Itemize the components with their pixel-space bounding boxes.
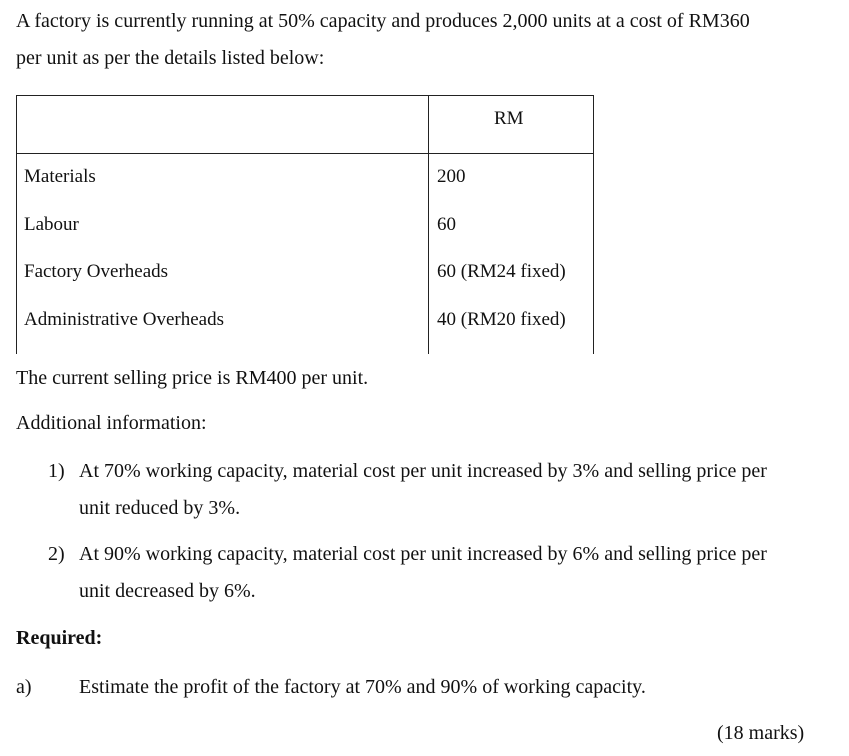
list-item-line-1: At 90% working capacity, material cost per unit increased by 6% and selling price per xyxy=(79,543,767,565)
table-top-border xyxy=(16,95,594,96)
table-row-label: Materials xyxy=(24,166,96,187)
intro-line-2: per unit as per the details listed below: xyxy=(16,47,325,69)
table-row-value: 60 xyxy=(437,214,456,235)
list-item-line-1: At 70% working capacity, material cost per unit increased by 3% and selling price per xyxy=(79,460,767,482)
selling-price-text: The current selling price is RM400 per unit. xyxy=(16,367,369,389)
table-header-rm: RM xyxy=(494,108,524,129)
table-column-divider xyxy=(428,95,429,354)
table-left-border xyxy=(16,95,17,354)
marks-text: (18 marks) xyxy=(717,722,805,744)
table-row-label: Administrative Overheads xyxy=(24,309,224,330)
intro-line-1: A factory is currently running at 50% capacity and produces 2,000 units at a cost of RM360 xyxy=(16,10,750,32)
table-right-border xyxy=(593,95,594,354)
list-item-line-2: unit reduced by 3%. xyxy=(79,497,241,519)
table-row-value: 60 (RM24 fixed) xyxy=(437,261,566,282)
list-item-number: 1) xyxy=(48,460,65,482)
table-row-label: Labour xyxy=(24,214,79,235)
table-row-value: 40 (RM20 fixed) xyxy=(437,309,566,330)
required-heading: Required: xyxy=(16,627,103,649)
additional-info-heading: Additional information: xyxy=(16,412,207,434)
question-label: a) xyxy=(16,676,32,698)
table-header-divider xyxy=(16,153,594,154)
list-item-line-2: unit decreased by 6%. xyxy=(79,580,256,602)
table-row-label: Factory Overheads xyxy=(24,261,169,282)
cost-table xyxy=(0,0,849,360)
list-item-number: 2) xyxy=(48,543,65,565)
table-row-value: 200 xyxy=(437,166,466,187)
question-text: Estimate the profit of the factory at 70% and 90% of working capacity. xyxy=(79,676,646,698)
